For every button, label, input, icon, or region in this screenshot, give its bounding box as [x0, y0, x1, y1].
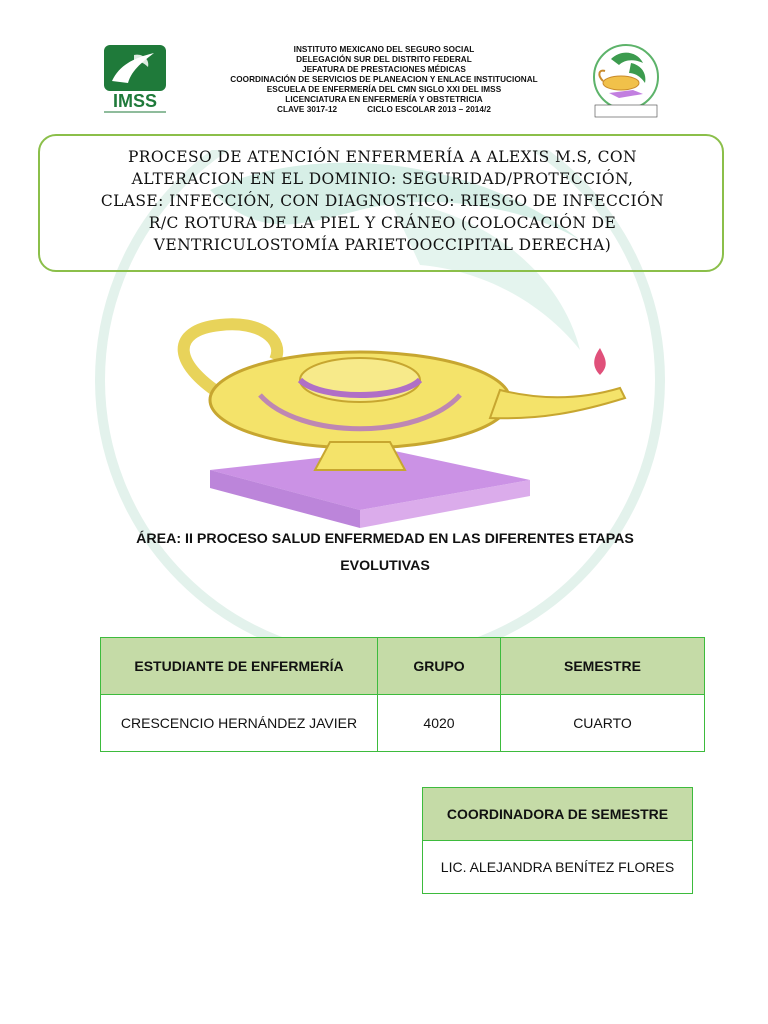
ciclo-text: CICLO ESCOLAR 2013 – 2014/2 — [367, 105, 491, 114]
imss-logo-text: IMSS — [112, 91, 158, 111]
coordinator-table — [422, 787, 693, 894]
header-cell-coordinator: COORDINADORA DE SEMESTRE — [423, 788, 693, 841]
area-line: EVOLUTIVAS — [340, 558, 430, 574]
student-table — [100, 637, 705, 752]
imss-logo — [98, 43, 172, 117]
header-cell-semester: SEMESTRE — [501, 638, 705, 695]
header-line-school: ESCUELA DE ENFERMERÍA DEL CMN SIGLO XXI DEL IMSS — [266, 85, 502, 94]
header-line-delegation: DELEGACIÓN SUR DEL DISTRITO FEDERAL — [296, 55, 472, 64]
area-heading — [100, 526, 670, 580]
lamp-spout — [490, 388, 625, 418]
cell-semester: CUARTO — [501, 695, 705, 752]
title-line: ALTERACION EN EL DOMINIO: SEGURIDAD/PROTECCIÓN, — [131, 170, 634, 188]
header-line-institute: INSTITUTO MEXICANO DEL SEGURO SOCIAL — [293, 45, 475, 54]
cell-student-name: CRESCENCIO HERNÁNDEZ JAVIER — [101, 695, 378, 752]
title-line: CLASE: INFECCIÓN, CON DIAGNOSTICO: RIESGO DE INFECCIÓN — [100, 192, 665, 210]
table-row — [423, 841, 693, 894]
nursing-school-logo — [585, 43, 667, 121]
header-line-jefatura: JEFATURA DE PRESTACIONES MÉDICAS — [302, 65, 466, 74]
title-line: VENTRICULOSTOMÍA PARIETOOCCIPITAL DERECHA) — [153, 236, 612, 254]
title-line: PROCESO DE ATENCIÓN ENFERMERÍA A ALEXIS M.S, CON — [127, 148, 638, 166]
header-line-degree: LICENCIATURA EN ENFERMERÍA Y OBSTETRICIA — [285, 95, 483, 104]
institution-header — [190, 45, 578, 115]
document-title — [60, 146, 705, 256]
header-cell-group: GRUPO — [378, 638, 501, 695]
title-line: R/C ROTURA DE LA PIEL Y CRÁNEO (COLOCACIÓN DE — [148, 214, 617, 232]
cell-group: 4020 — [378, 695, 501, 752]
lamp-flame — [594, 348, 606, 375]
header-line-coordination: COORDINACIÓN DE SERVICIOS DE PLANEACION Y ENLACE INSTITUCIONAL — [230, 75, 538, 84]
header-line-clave — [190, 105, 578, 115]
clave-text: CLAVE 3017-12 — [277, 105, 338, 114]
table-header-row — [423, 788, 693, 841]
table-header-row — [101, 638, 705, 695]
header-cell-student: ESTUDIANTE DE ENFERMERÍA — [101, 638, 378, 695]
table-row — [101, 695, 705, 752]
area-line: ÁREA: II PROCESO SALUD ENFERMEDAD EN LAS DIFERENTES ETAPAS — [136, 531, 634, 547]
cell-coordinator-name: LIC. ALEJANDRA BENÍTEZ FLORES — [423, 841, 693, 894]
